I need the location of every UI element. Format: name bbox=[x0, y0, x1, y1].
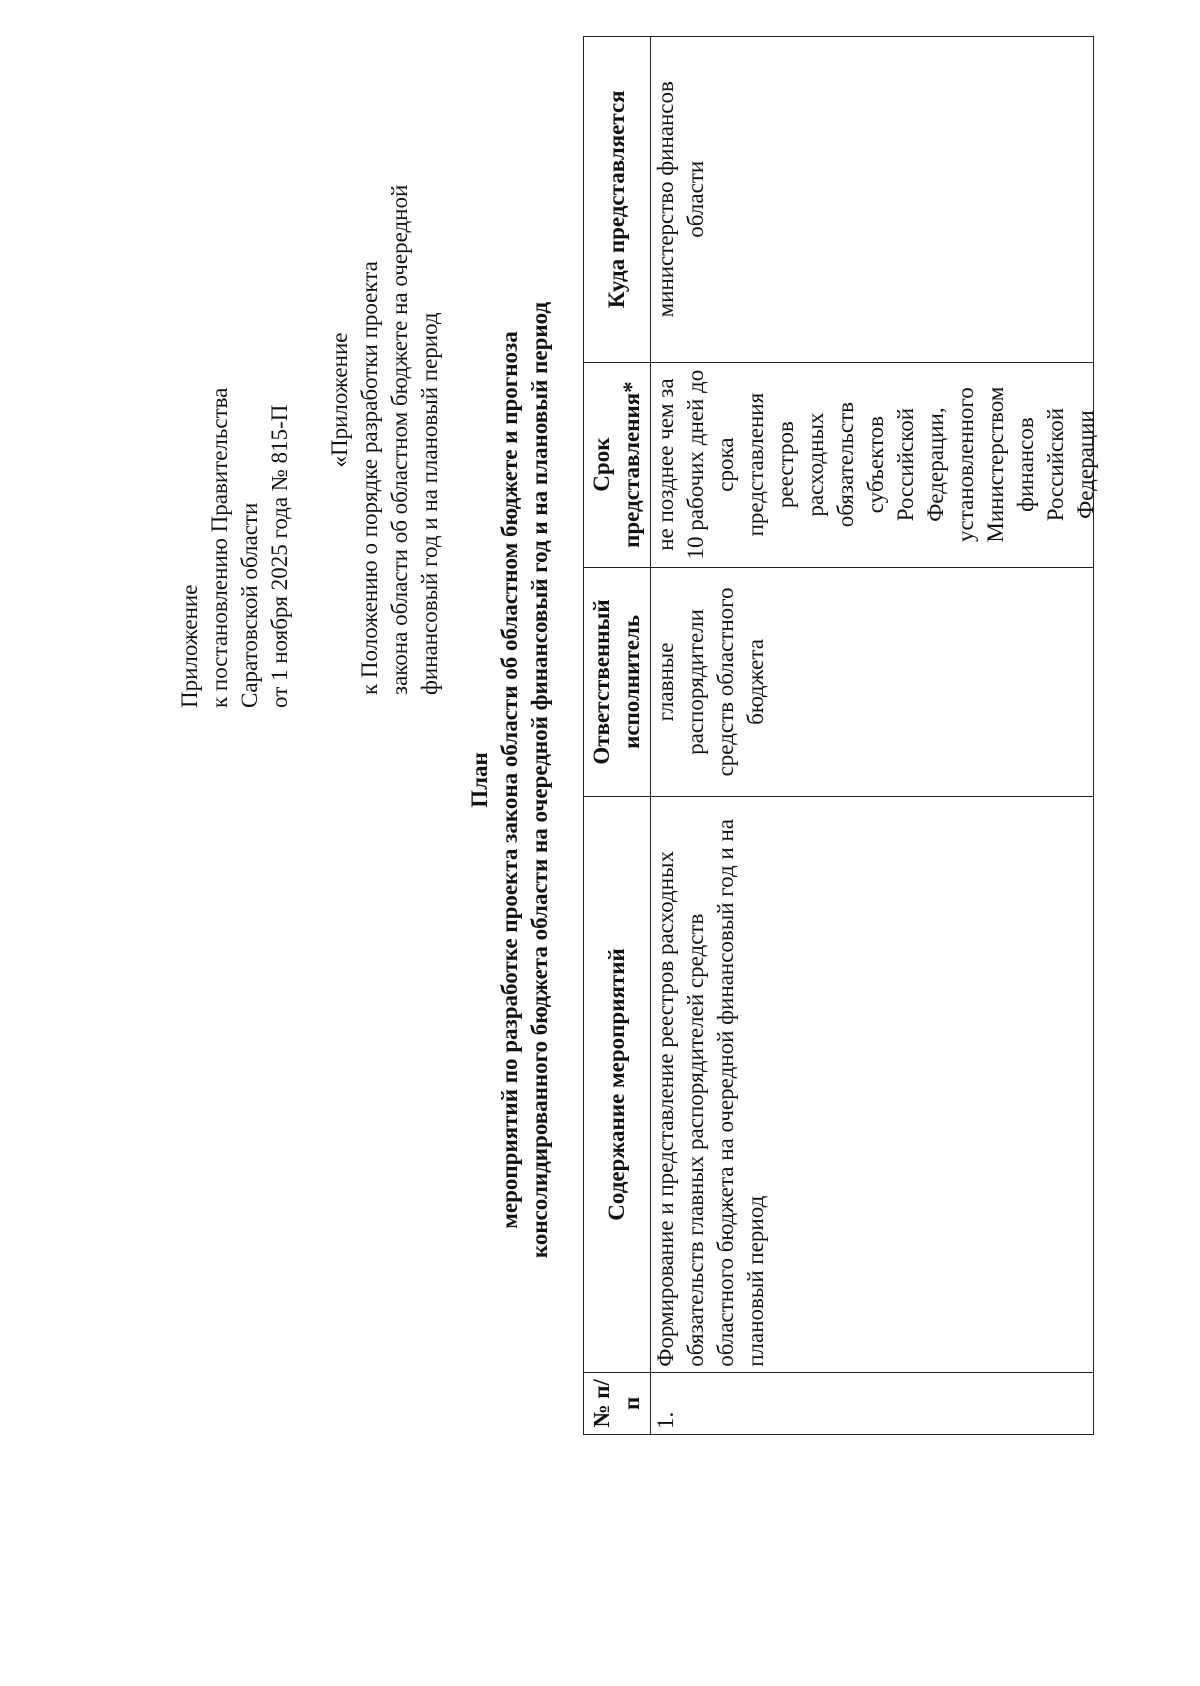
appendix-line: от 1 ноября 2025 года № 815-П bbox=[267, 404, 292, 708]
cell-where-text: министерство финансов области bbox=[653, 81, 708, 318]
cell-num: 1. bbox=[651, 1372, 1094, 1434]
header-num: № п/п bbox=[584, 1372, 651, 1434]
plan-title: План bbox=[467, 752, 492, 808]
appendix-sub-line: к Положению о порядке разработки проекта bbox=[357, 261, 382, 695]
header-term: Срок представления* bbox=[584, 362, 651, 567]
appendix-line: Приложение bbox=[177, 584, 202, 708]
header-executor: Ответственный исполнитель bbox=[584, 567, 651, 797]
cell-term-text: не позднее чем за 10 рабочих дней до срока представления реестров расходных обязательств субъектов Российской Федерации, установленного Министерством финансов Российской Федерации bbox=[653, 369, 1098, 560]
appendix-line: к постановлению Правительства bbox=[207, 387, 232, 708]
cell-term bbox=[651, 362, 1098, 567]
plan-title-block bbox=[465, 150, 555, 1410]
appendix-header bbox=[175, 188, 295, 708]
cell-content bbox=[651, 797, 1094, 1373]
header-content: Содержание мероприятий bbox=[584, 797, 651, 1373]
table-header-row bbox=[584, 37, 651, 1435]
appendix-sub-header bbox=[325, 135, 445, 1035]
cell-content-text: Формирование и представление реестров расходных обязательств главных распорядителей средств областного бюджета на очередной финансовый год и на плановый период bbox=[653, 818, 768, 1367]
plan-subtitle: консолидированного бюджета области на очередной финансовый год и на плановый период bbox=[527, 301, 552, 1259]
plan-table bbox=[583, 36, 1098, 1435]
appendix-sub-line: закона области об областном бюджете на очередной bbox=[387, 184, 412, 695]
cell-where bbox=[651, 37, 1094, 363]
appendix-sub-title: «Приложение bbox=[327, 332, 352, 468]
table-row bbox=[651, 37, 1094, 1435]
cell-executor-text: главные распорядители средств областного бюджета bbox=[653, 587, 768, 777]
appendix-line: Саратовской области bbox=[237, 502, 262, 708]
appendix-sub-line: финансовый год и на плановый период bbox=[417, 312, 442, 695]
header-where: Куда представляется bbox=[584, 37, 651, 363]
cell-executor bbox=[651, 567, 1094, 797]
plan-subtitle: мероприятий по разработке проекта закона области об областном бюджете и прогноза bbox=[497, 331, 522, 1229]
